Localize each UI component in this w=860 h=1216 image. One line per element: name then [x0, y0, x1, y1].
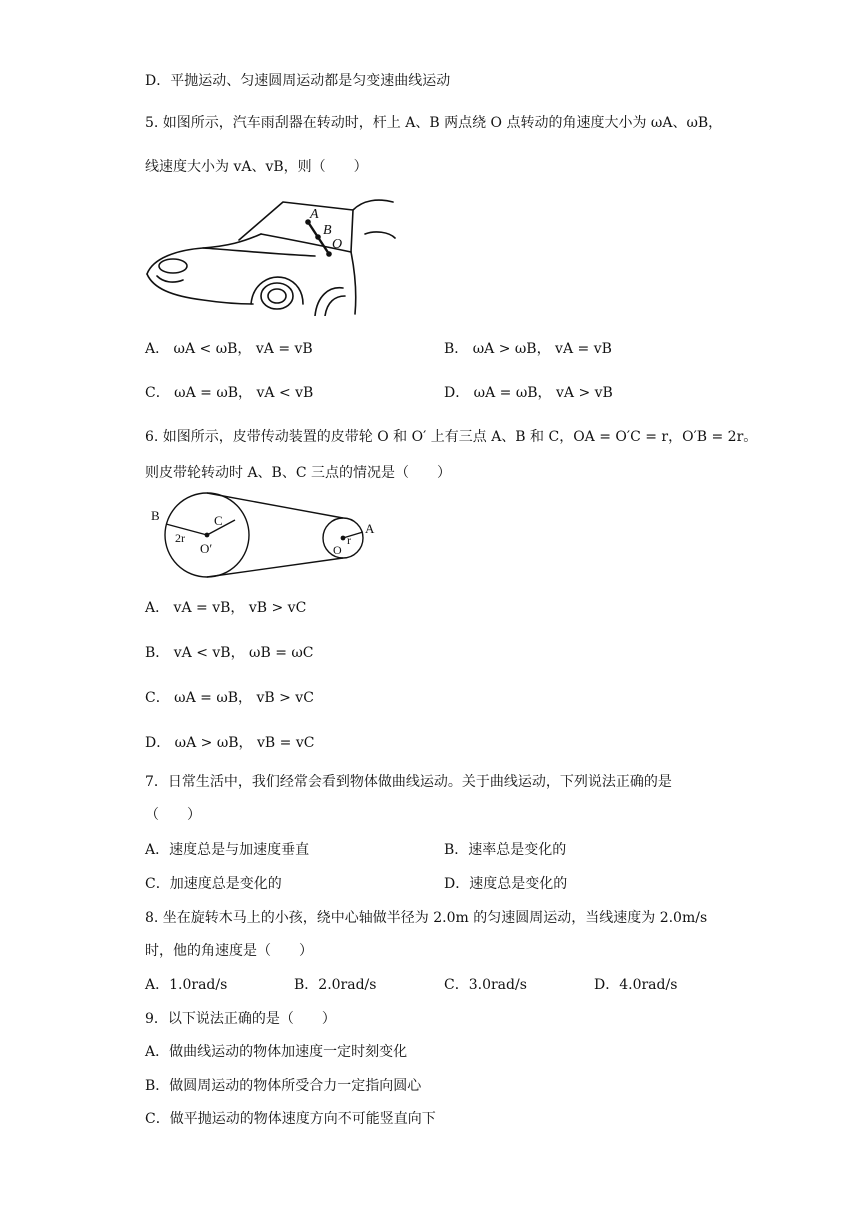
q7-option-d: D．速度总是变化的 [444, 876, 568, 892]
q6-option-c: C． ωA = ωB， vB > vC [145, 690, 314, 706]
q8-option-d: D．4.0rad/s [594, 977, 678, 993]
q9-option-c: C．做平抛运动的物体速度方向不可能竖直向下 [145, 1111, 436, 1127]
fig-label-o-prime: O′ [200, 541, 213, 556]
belt-pulley-figure [145, 492, 385, 582]
q5-stem-line2: 线速度大小为 vA、vB，则（ ） [145, 159, 368, 175]
fig-label-a: A [310, 207, 319, 222]
q7-stem-line2: （ ） [145, 807, 201, 823]
q5-option-b: B． ωA > ωB， vA = vB [444, 341, 612, 357]
q4-option-d: D．平抛运动、匀速圆周运动都是匀变速曲线运动 [145, 73, 451, 89]
q8-option-a: A．1.0rad/s [145, 977, 228, 993]
q5-option-d: D． ωA = ωB， vA > vB [444, 385, 613, 401]
q6-stem-line2: 则皮带轮转动时 A、B、C 三点的情况是（ ） [145, 465, 452, 481]
q7-option-c: C．加速度总是变化的 [145, 876, 282, 892]
fig-label-b: B [151, 508, 160, 523]
q7-option-a: A．速度总是与加速度垂直 [145, 842, 310, 858]
q6-option-a: A． vA = vB， vB > vC [145, 600, 307, 616]
q5-option-c: C． ωA = ωB， vA < vB [145, 385, 314, 401]
q7-option-b: B．速率总是变化的 [444, 842, 567, 858]
q7-stem-line1: 7．日常生活中，我们经常会看到物体做曲线运动。关于曲线运动，下列说法正确的是 [145, 774, 672, 790]
fig-label-o: O [333, 543, 342, 557]
car-wiper-figure [143, 192, 405, 316]
q8-stem-line2: 时，他的角速度是（ ） [145, 943, 313, 959]
q6-stem-line1: 6. 如图所示，皮带传动装置的皮带轮 O 和 O′ 上有三点 A、B 和 C，OA = O′C = r，O′B = 2r。 [145, 429, 758, 445]
q6-option-b: B． vA < vB， ωB = ωC [145, 645, 314, 661]
q5-option-a: A． ωA < ωB， vA = vB [145, 341, 313, 357]
q8-option-c: C．3.0rad/s [444, 977, 527, 993]
fig-label-o: O [332, 237, 343, 252]
q9-option-a: A．做曲线运动的物体加速度一定时刻变化 [145, 1044, 408, 1060]
fig-label-2r: 2r [175, 531, 185, 545]
q8-stem-line1: 8. 坐在旋转木马上的小孩，绕中心轴做半径为 2.0m 的匀速圆周运动，当线速度为 2.0m/s [145, 910, 708, 926]
fig-label-r: r [347, 533, 351, 547]
q8-option-b: B．2.0rad/s [294, 977, 377, 993]
q5-stem-line1: 5. 如图所示，汽车雨刮器在转动时，杆上 A、B 两点绕 O 点转动的角速度大小为 ωA、ωB， [145, 115, 723, 131]
q9-option-b: B．做圆周运动的物体所受合力一定指向圆心 [145, 1078, 422, 1094]
fig-label-c: C [214, 513, 223, 528]
q9-stem: 9．以下说法正确的是（ ） [145, 1011, 336, 1027]
q6-option-d: D． ωA > ωB， vB = vC [145, 735, 315, 751]
fig-label-a: A [365, 521, 375, 536]
fig-label-b: B [323, 223, 332, 238]
